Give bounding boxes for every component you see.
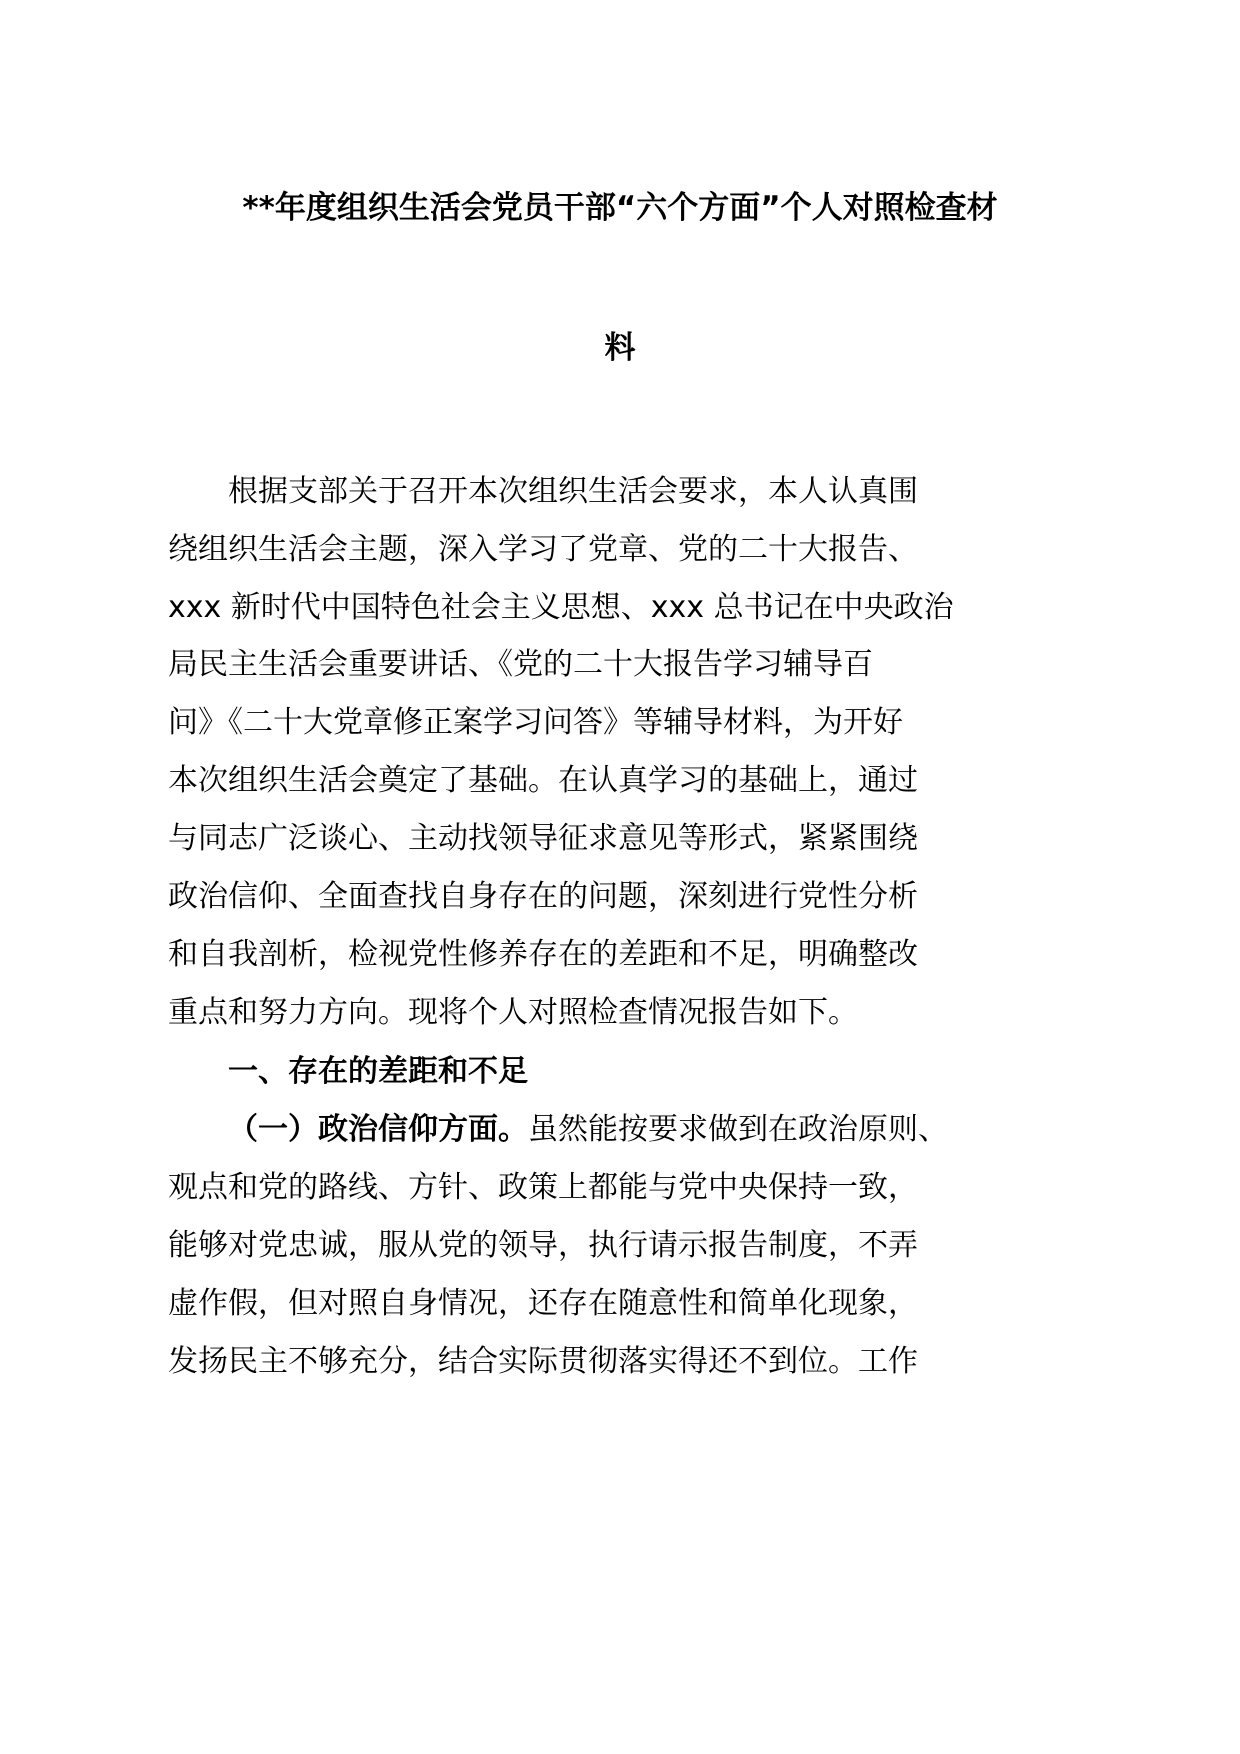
section-heading: 一、存在的差距和不足	[228, 1054, 528, 1089]
subsection-first-line	[228, 1110, 948, 1150]
paragraph-line: 与同志广泛谈心、主动找领导征求意见等形式，紧紧围绕	[168, 821, 918, 856]
paragraph-line: 政治信仰、全面查找自身存在的问题，深刻进行党性分析	[168, 879, 918, 914]
paragraph-line: 和自我剖析，检视党性修养存在的差距和不足，明确整改	[168, 937, 918, 972]
paragraph-line: 问》《二十大党章修正案学习问答》等辅导材料，为开好	[168, 705, 903, 740]
paragraph-line: 重点和努力方向。现将个人对照检查情况报告如下。	[168, 995, 858, 1030]
paragraph-line: 观点和党的路线、方针、政策上都能与党中央保持一致，	[168, 1170, 918, 1205]
paragraph-line: 局民主生活会重要讲话、《党的二十大报告学习辅导百	[168, 647, 873, 682]
subsection-heading: （一）政治信仰方面。	[228, 1112, 528, 1147]
document-title-line-2: 料	[604, 330, 636, 366]
subsection-first-line-text: 虽然能按要求做到在政治原则、	[528, 1112, 948, 1147]
document-title-line-1: **年度组织生活会党员干部“六个方面”个人对照检查材	[242, 190, 998, 226]
paragraph-line: 能够对党忠诚，服从党的领导，执行请示报告制度，不弄	[168, 1228, 918, 1263]
paragraph-line: xxx 新时代中国特色社会主义思想、xxx 总书记在中央政治	[168, 590, 954, 625]
paragraph-line: 根据支部关于召开本次组织生活会要求，本人认真围	[228, 474, 918, 509]
paragraph-line: 绕组织生活会主题，深入学习了党章、党的二十大报告、	[168, 532, 918, 567]
paragraph-line: 虚作假，但对照自身情况，还存在随意性和简单化现象，	[168, 1286, 918, 1321]
paragraph-line: 发扬民主不够充分，结合实际贯彻落实得还不到位。工作	[168, 1344, 918, 1379]
paragraph-line: 本次组织生活会奠定了基础。在认真学习的基础上，通过	[168, 763, 918, 798]
